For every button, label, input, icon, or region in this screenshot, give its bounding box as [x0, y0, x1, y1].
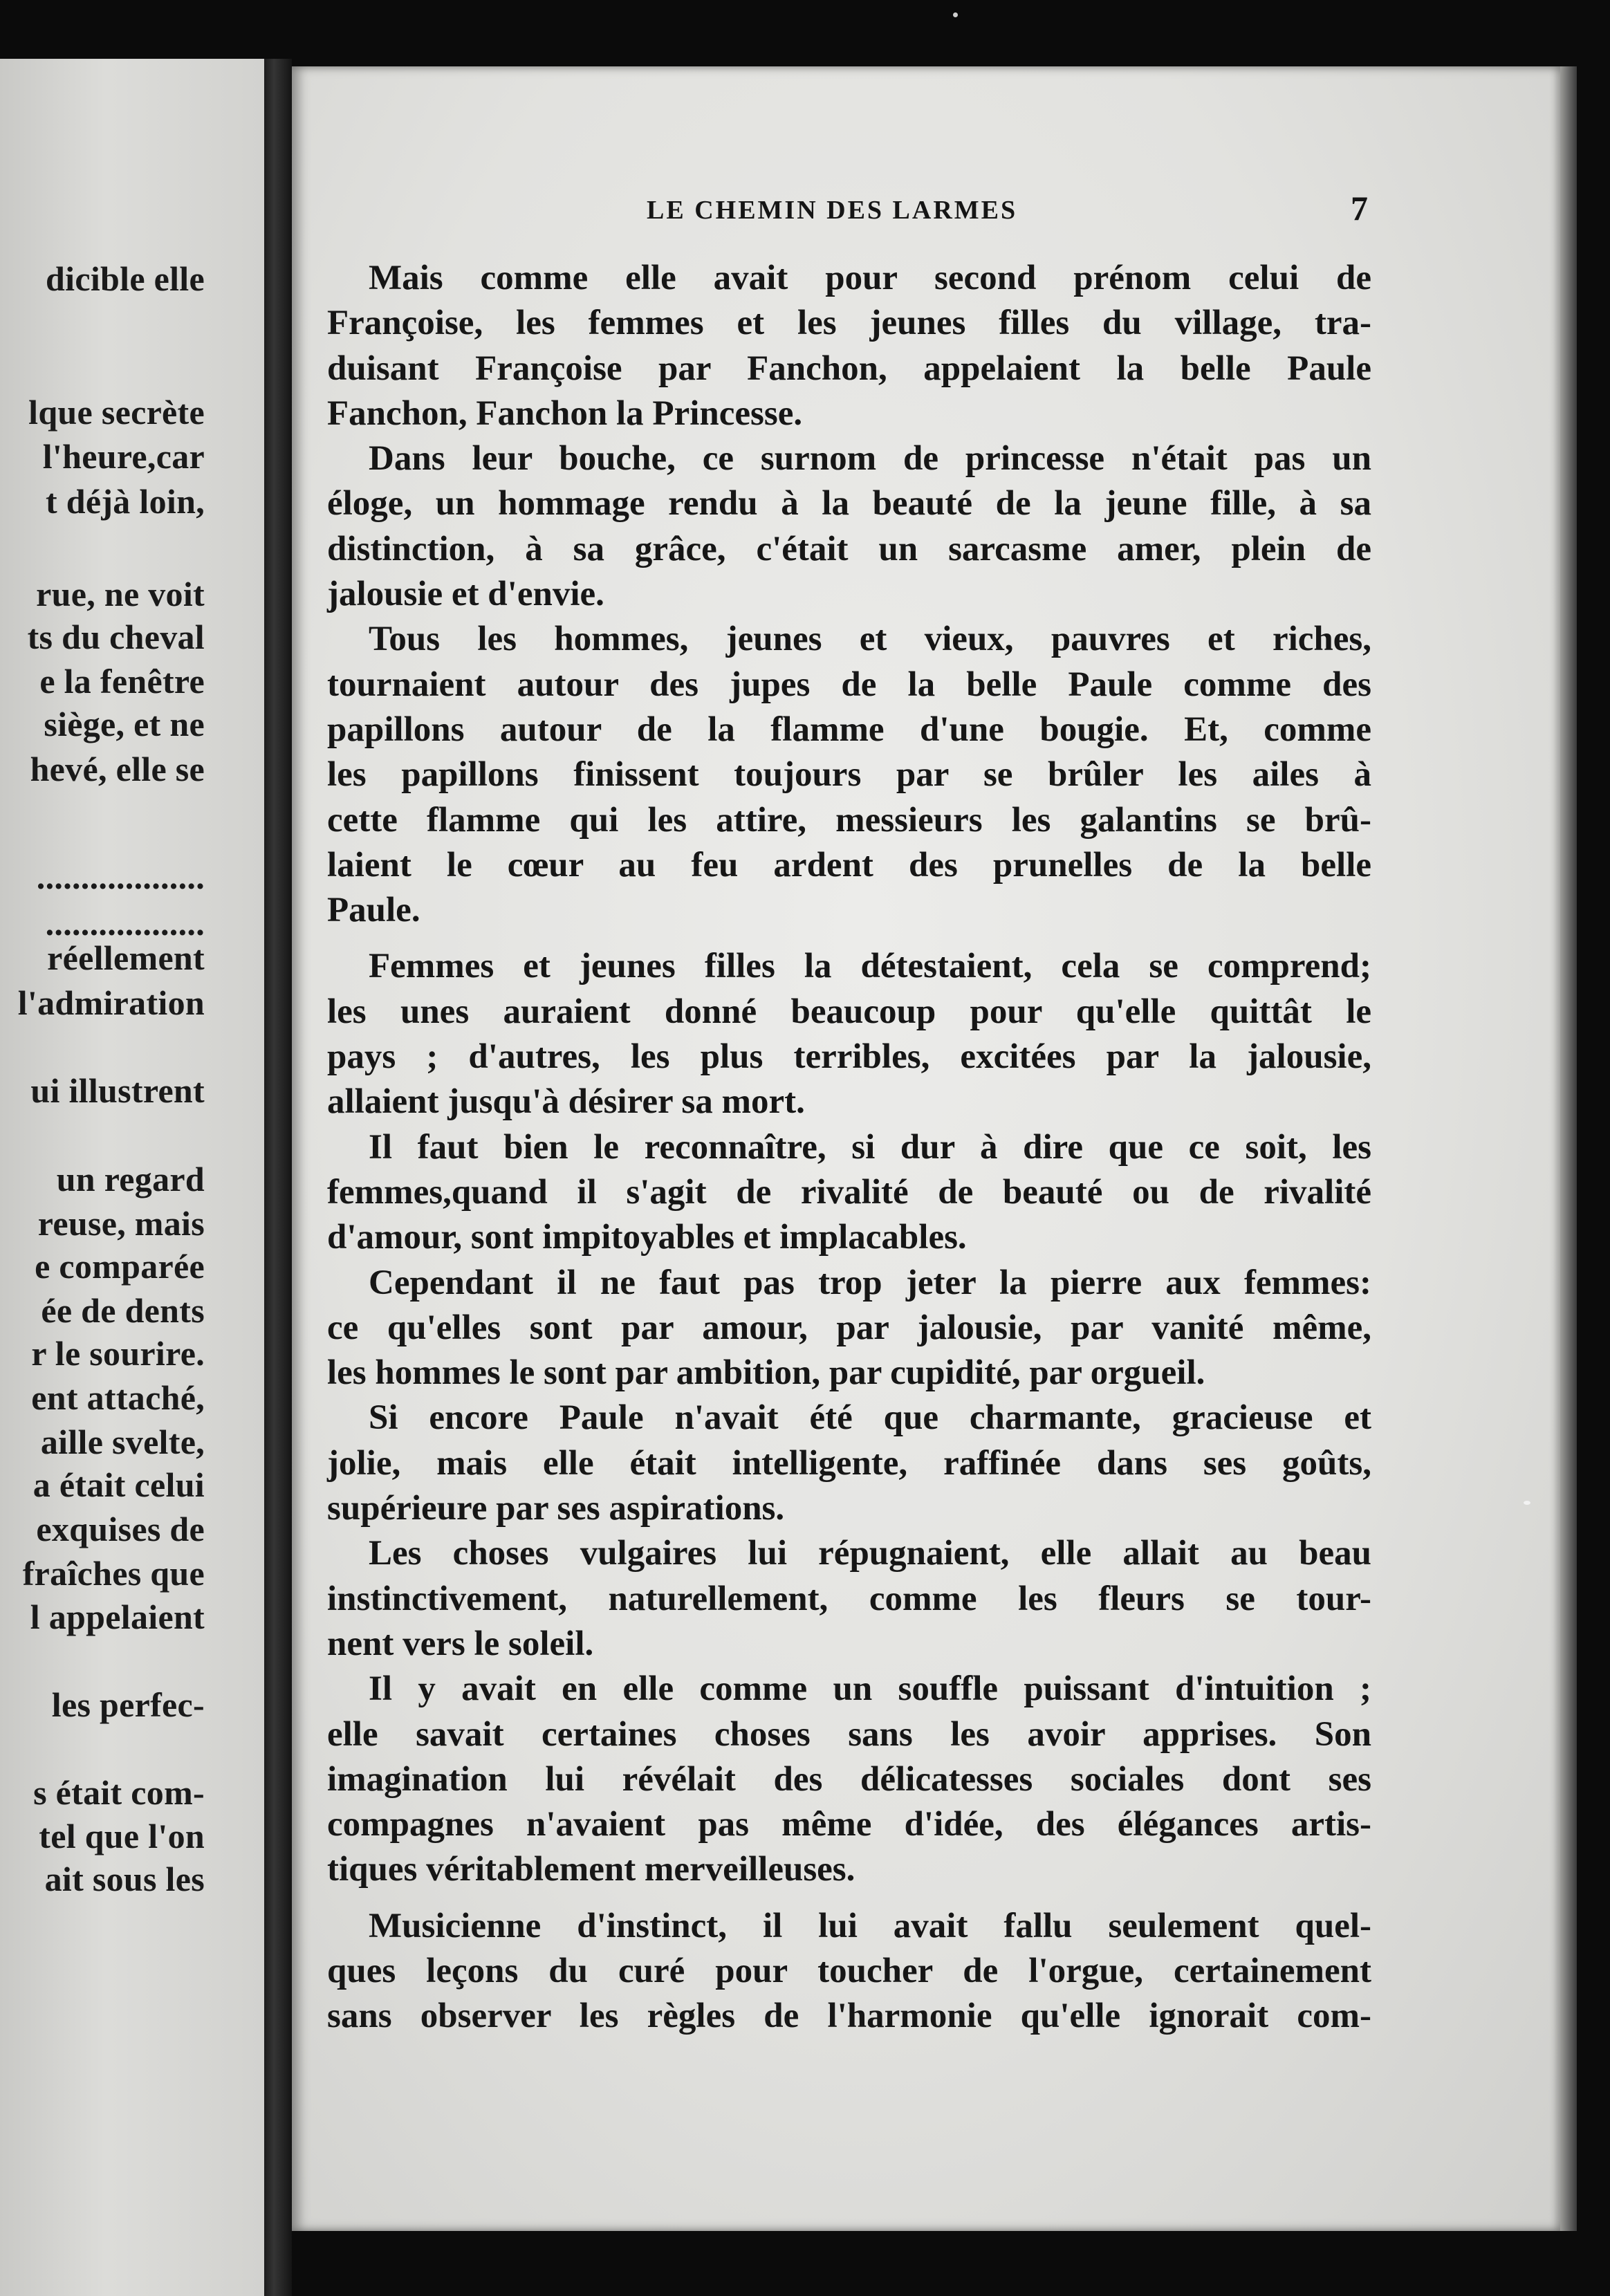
left-page-line: tel que l'on [39, 1817, 205, 1855]
text-line: Si encore Paule n'avait été que charmante, gracieuse et [369, 1398, 1371, 1438]
left-page-line: hevé, elle se [30, 750, 205, 788]
text-line: les papillons finissent toujours par se brûler les ailes à [327, 755, 1371, 795]
left-page-line: réellement [47, 938, 205, 977]
text-line: papillons autour de la flamme d'une bougie. Et, comme [327, 710, 1371, 749]
left-page-line: rue, ne voit [36, 575, 205, 613]
text-line: Mais comme elle avait pour second prénom celui de [369, 259, 1371, 297]
left-facing-page [0, 59, 264, 2296]
text-line: ce qu'elles sont par amour, par jalousie, par vanité même, [327, 1308, 1371, 1347]
text-line: duisant Françoise par Fanchon, appelaient la belle Paule [327, 349, 1371, 388]
left-page-line: l'heure,car [42, 437, 205, 476]
left-page-line: dicible elle [46, 259, 205, 298]
paragraph [327, 1904, 1371, 2039]
left-page-line: s était com- [33, 1773, 205, 1812]
left-page-line: ée de dents [41, 1291, 205, 1330]
left-page-line: .................. [45, 904, 205, 943]
left-page-line: ui illustrent [30, 1071, 205, 1110]
text-line: les hommes le sont par ambition, par cupidité, par orgueil. [327, 1353, 1205, 1393]
paragraph [327, 256, 1371, 436]
left-page-line: l appelaient [30, 1598, 205, 1636]
text-line: imagination lui révélait des délicatesses sociales dont ses [327, 1759, 1371, 1799]
left-page-line: t déjà loin, [46, 482, 205, 521]
text-line: laient le cœur au feu ardent des prunelles de la belle [327, 845, 1371, 885]
left-page-line: fraîches que [22, 1554, 205, 1593]
text-line: nent vers le soleil. [327, 1624, 594, 1663]
left-page-line: les perfec- [51, 1685, 205, 1724]
text-line: Tous les hommes, jeunes et vieux, pauvres et riches, [369, 620, 1371, 659]
left-page-line: ................... [36, 858, 205, 896]
text-line: instinctivement, naturellement, comme les fleurs se tour- [327, 1579, 1371, 1618]
left-page-line: ent attaché, [31, 1378, 205, 1417]
text-line: les unes auraient donné beaucoup pour qu'elle quittât le [327, 992, 1371, 1031]
left-page-line: exquises de [36, 1510, 205, 1548]
text-line: supérieure par ses aspirations. [327, 1489, 785, 1528]
scan-speck [953, 12, 958, 17]
left-page-line: ts du cheval [27, 618, 205, 656]
paragraph [327, 1667, 1371, 1892]
left-page-line: r le sourire. [31, 1334, 205, 1373]
left-page-line: aille svelte, [40, 1423, 205, 1461]
text-line: elle savait certaines choses sans les avoir apprises. Son [327, 1714, 1371, 1754]
text-line: Il faut bien le reconnaître, si dur à dire que ce soit, les [369, 1127, 1371, 1167]
paragraph [327, 1261, 1371, 1396]
paragraph [327, 944, 1371, 1124]
text-line: Femmes et jeunes filles la détestaient, cela se comprend; [369, 947, 1371, 986]
text-line: pays ; d'autres, les plus terribles, excitées par la jalousie, [327, 1037, 1371, 1077]
text-line: Cependant il ne faut pas trop jeter la pierre aux femmes: [369, 1263, 1371, 1302]
left-page-line: lque secrète [28, 393, 205, 432]
left-page-line: reuse, mais [37, 1204, 205, 1243]
text-line: Dans leur bouche, ce surnom de princesse n'était pas un [369, 439, 1371, 479]
text-line: d'amour, sont impitoyables et implacables. [327, 1218, 967, 1257]
page-number: 7 [1351, 189, 1368, 228]
paragraph [327, 436, 1371, 617]
left-page-line: e la fenêtre [39, 662, 205, 701]
text-line: cette flamme qui les attire, messieurs les galantins se brû- [327, 800, 1371, 840]
text-line: femmes,quand il s'agit de rivalité de beauté ou de rivalité [327, 1172, 1371, 1212]
left-page-line: e comparée [35, 1247, 205, 1286]
text-line: Paule. [327, 891, 420, 930]
book-gutter [264, 59, 292, 2296]
text-line: Françoise, les femmes et les jeunes filles du village, tra- [327, 304, 1371, 343]
text-line: allaient jusqu'à désirer sa mort. [327, 1082, 805, 1122]
left-page-line: ait sous les [44, 1860, 205, 1898]
text-line: tiques véritablement merveilleuses. [327, 1850, 855, 1889]
paragraph [327, 1396, 1371, 1531]
text-line: Il y avait en elle comme un souffle puissant d'intuition ; [369, 1669, 1371, 1709]
text-line: ques leçons du curé pour toucher de l'orgue, certainement [327, 1951, 1371, 1990]
left-page-line: un regard [56, 1160, 205, 1198]
text-line: jalousie et d'envie. [327, 575, 604, 614]
text-line: compagnes n'avaient pas même d'idée, des élégances artis- [327, 1805, 1371, 1844]
text-line: jolie, mais elle était intelligente, raffinée dans ses goûts, [327, 1443, 1371, 1483]
scan-speck [1524, 1501, 1530, 1505]
text-line: Les choses vulgaires lui répugnaient, elle allait au beau [369, 1534, 1371, 1573]
text-line: sans observer les règles de l'harmonie qu'elle ignorait com- [327, 1997, 1371, 2036]
text-line: distinction, à sa grâce, c'était un sarcasme amer, plein de [327, 529, 1371, 568]
page-edge [1560, 66, 1577, 2231]
text-line: Musicienne d'instinct, il lui avait fallu seulement quel- [369, 1906, 1371, 1945]
body-text [327, 256, 1371, 2039]
paragraph [327, 1531, 1371, 1667]
text-line: Fanchon, Fanchon la Princesse. [327, 394, 803, 433]
left-page-line: a était celui [33, 1465, 205, 1504]
running-head: LE CHEMIN DES LARMES [647, 196, 1018, 225]
left-page-line: l'admiration [17, 983, 205, 1022]
paragraph [327, 1125, 1371, 1261]
paragraph [327, 617, 1371, 933]
text-line: tournaient autour des jupes de la belle Paule comme des [327, 665, 1371, 704]
left-page-line: siège, et ne [44, 705, 205, 743]
text-line: éloge, un hommage rendu à la beauté de la jeune fille, à sa [327, 484, 1371, 524]
